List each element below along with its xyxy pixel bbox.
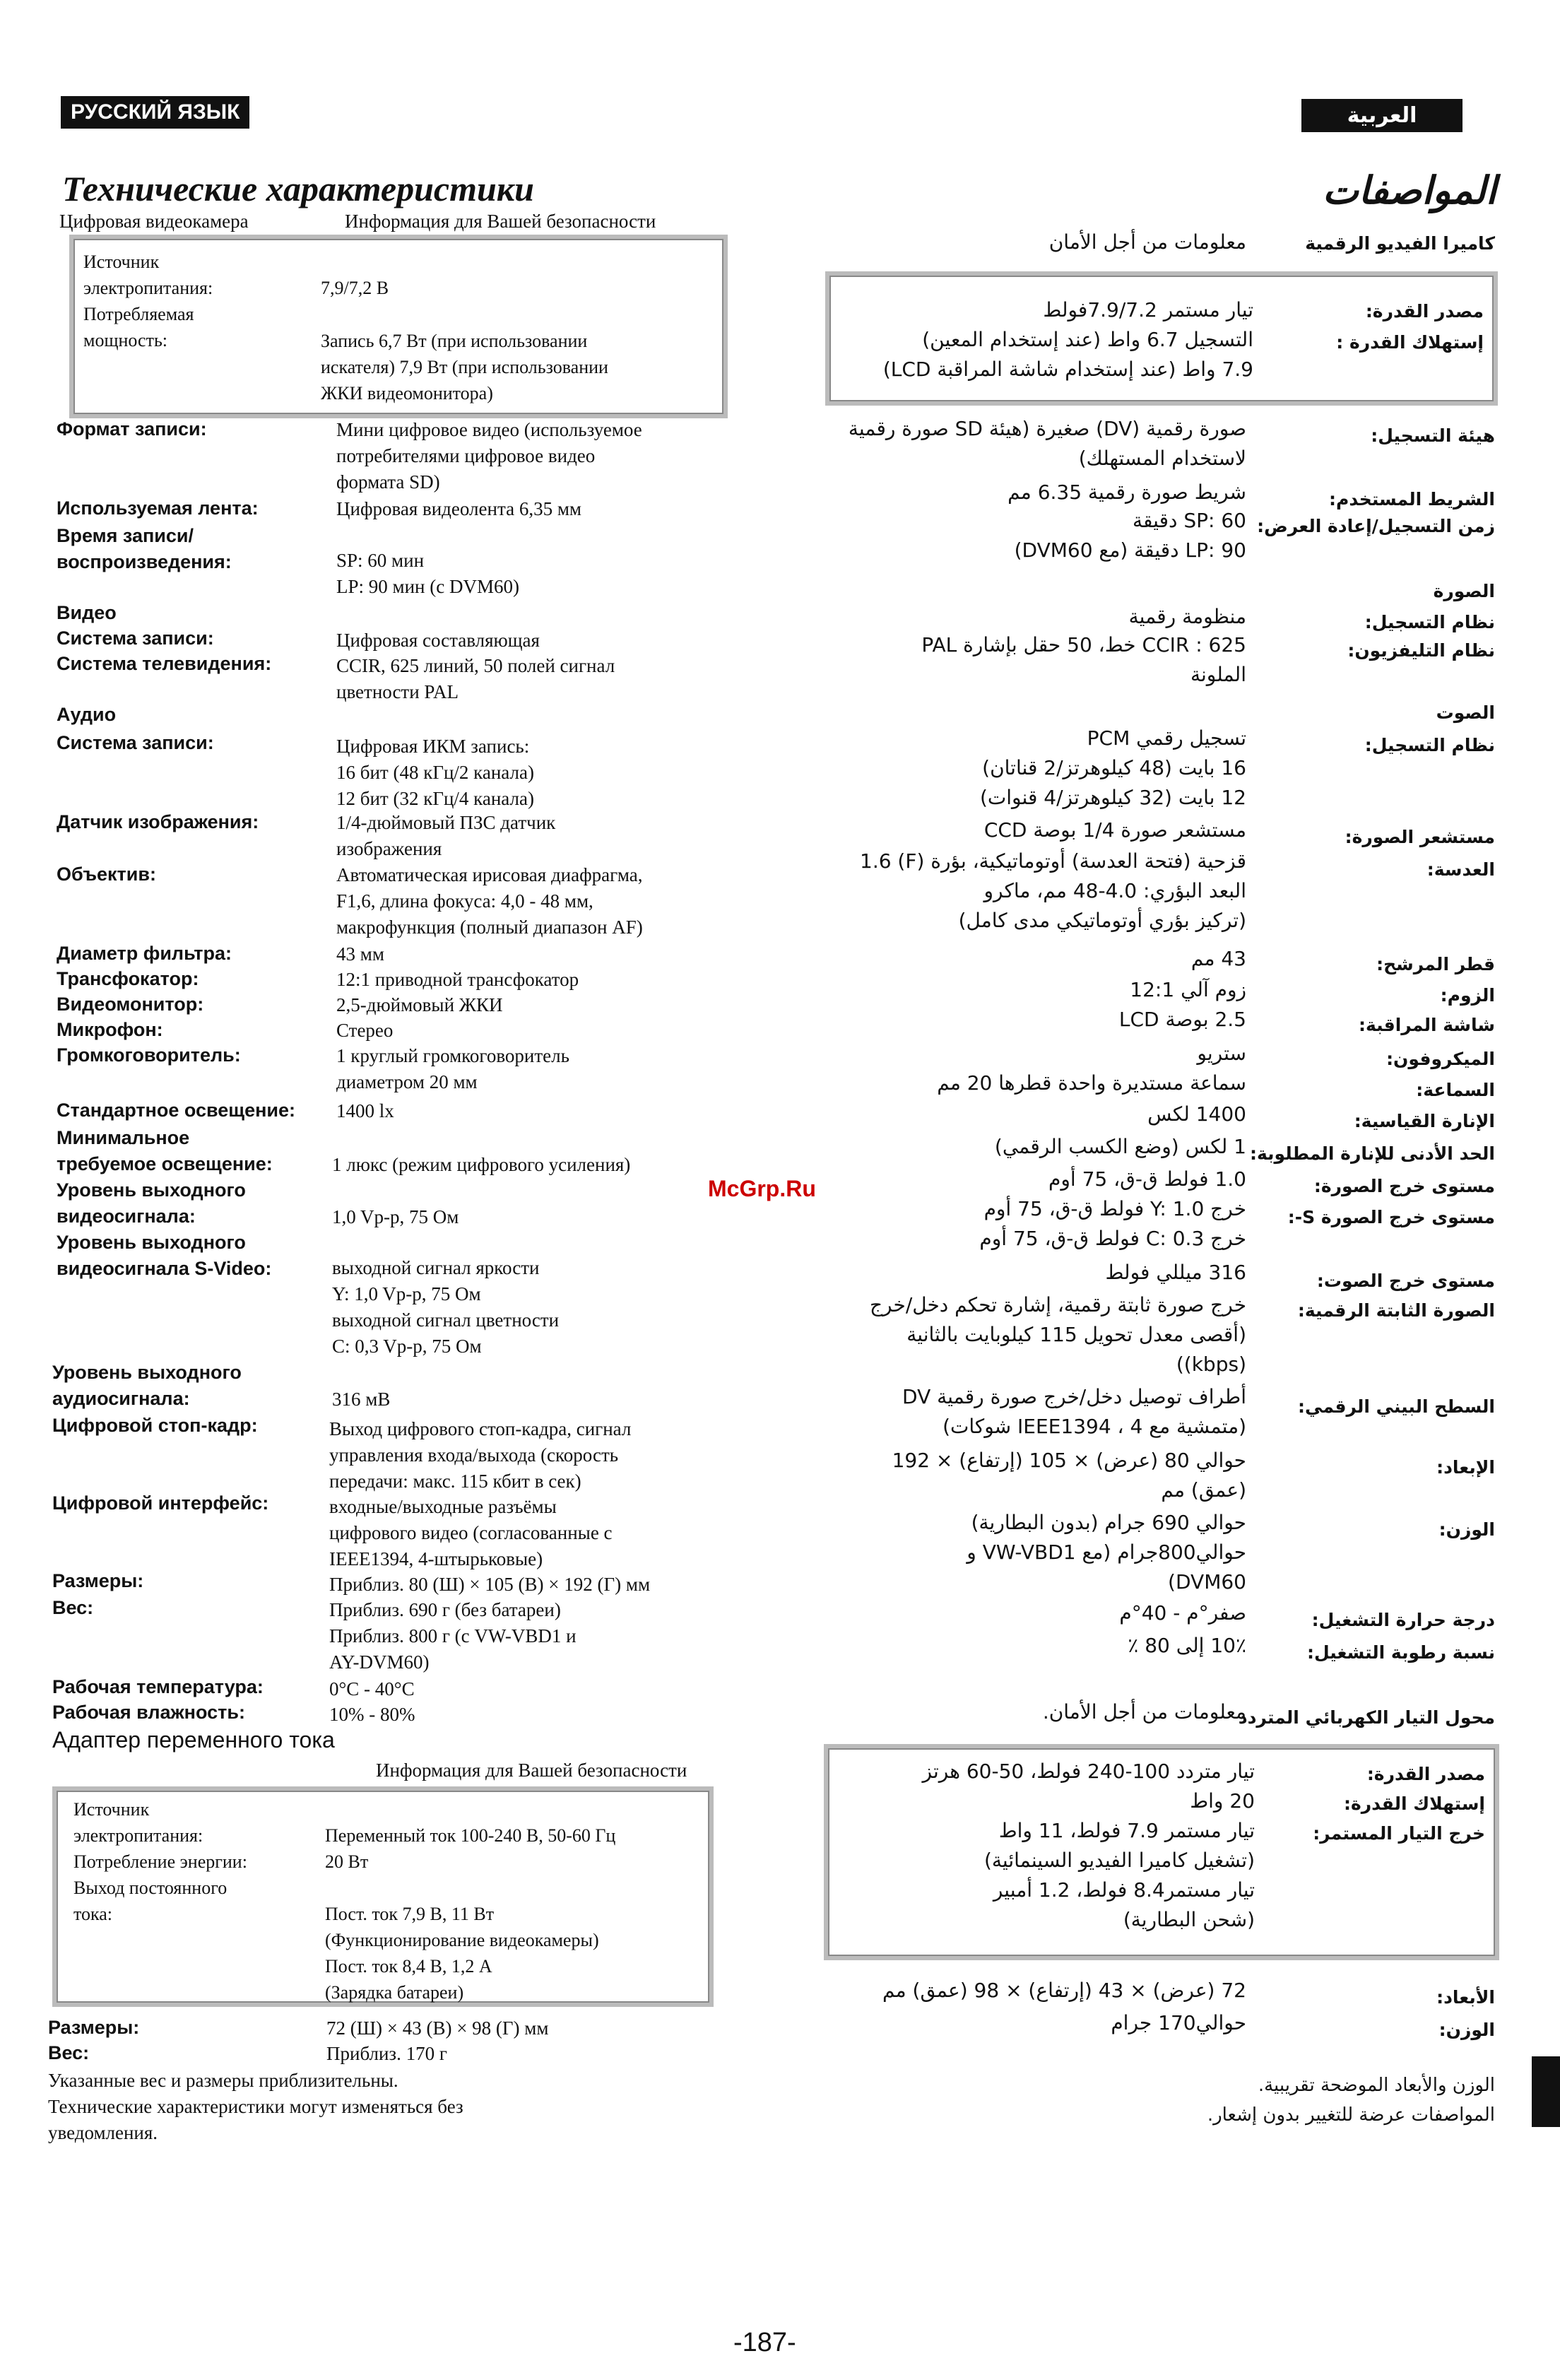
arabic-adapter-box-key: خرج التيار المستمر:	[1313, 1823, 1485, 1844]
spec-key: Система записи:	[57, 628, 214, 649]
arabic-spec-key: الشريط المستخدم:	[1329, 489, 1495, 509]
arabic-spec-key: مستوى خرج الصورة S-:	[1287, 1207, 1495, 1227]
arabic-spec-key: الإبعاد:	[1436, 1457, 1495, 1478]
arabic-spec-value: حوالي 690 جرام (بدون البطارية) حوالي800جرام (مع VW-VBD1 و DVM60)	[967, 1511, 1246, 1593]
arabic-adapter-safety: معلومات من أجل الأمان.	[1042, 1700, 1246, 1724]
arabic-spec-value: قزحية (فتحة العدسة) أوتوماتيكية، بؤرة (F) 1.6 البعد البؤري: 4.0-48 مم، ماكرو (تركيز بؤري أوتوماتيكي مدى كامل)	[860, 849, 1246, 932]
arabic-box-key: إستهلاك القدرة :	[1336, 332, 1484, 353]
arabic-spec-value: خرج صورة ثابتة رقمية، إشارة تحكم دخل/خرج (أقصى معدل تحويل 115 كيلوبايت بالثانية (kbps))	[869, 1293, 1246, 1376]
arabic-spec-value: زوم آلي 12:1	[1130, 978, 1246, 1001]
arabic-device-label: كاميرا الفيديو الرقمية	[1305, 233, 1495, 254]
arabic-spec-key: الزوم:	[1440, 985, 1495, 1006]
language-tab-arabic: العربية	[1301, 99, 1462, 132]
spec-key: Видеомонитор:	[57, 994, 204, 1015]
arabic-box-key: مصدر القدرة:	[1365, 301, 1484, 322]
arabic-adapter-key-dimensions: الأبعاد:	[1436, 1987, 1495, 2008]
spec-value: входные/выходные разъёмы цифрового видео (согласованные с IEEE1394, 4-штырьковые)	[329, 1496, 613, 1569]
arabic-adapter-value-dimensions: 72 (عرض) × 43 (إرتفاع) × 98 (عمق) مم	[882, 1979, 1246, 2002]
arabic-spec-value: تسجيل رقمي PCM 16 بايت (48 كيلوهرتز/2 قناتان) 12 بايت (32 كيلوهرتز/4 قنوات)	[979, 726, 1246, 809]
spec-value: 1400 lx	[336, 1100, 394, 1121]
adapter-value-dimensions: 72 (Ш) × 43 (В) × 98 (Г) мм	[326, 2017, 549, 2039]
box-value-power-source: 7,9/7,2 В	[321, 278, 389, 298]
arabic-spec-key: نظام التسجيل:	[1364, 612, 1495, 632]
arabic-adapter-box-key: إستهلاك القدرة:	[1344, 1793, 1485, 1814]
spec-key: Рабочая влажность:	[52, 1702, 245, 1723]
spec-value: Автоматическая ирисовая диафрагма, F1,6, длина фокуса: 4,0 - 48 мм, макрофункция (полный диапазон AF)	[336, 864, 643, 938]
language-tab-russian: РУССКИЙ ЯЗЫК	[61, 96, 249, 129]
device-subtitle: Цифровая видеокамера	[59, 211, 249, 232]
spec-key: Уровень выходного аудиосигнала:	[52, 1362, 242, 1409]
spec-value: 1 круглый громкоговоритель диаметром 20 мм	[336, 1045, 569, 1092]
arabic-spec-value: حوالي 80 (عرض) × 105 (إرتفاع) × 192 (عمق) مم	[892, 1449, 1246, 1502]
arabic-spec-value: 1 لكس (وضع الكسب الرقمي)	[994, 1135, 1246, 1158]
arabic-box-value: التسجيل 6.7 واط (عند إستخدام المعين) 7.9 واط (عند إستخدام شاشة المراقبة LCD)	[882, 328, 1253, 381]
arabic-spec-key: الميكروفون:	[1386, 1049, 1495, 1069]
spec-key: Рабочая температура:	[52, 1676, 264, 1697]
spec-section: Аудио	[57, 704, 117, 725]
spec-value: 12:1 приводной трансфокатор	[336, 969, 579, 990]
arabic-spec-value: CCIR : 625 خط، 50 حقل بإشارة PAL الملونة	[921, 633, 1246, 686]
spec-key: Формат записи:	[57, 418, 207, 440]
adapter-box-value-consumption: 20 Вт	[325, 1851, 369, 1872]
arabic-spec-key: نسبة رطوبة التشغيل:	[1307, 1642, 1495, 1663]
adapter-box-value-dc-output: Пост. ток 7,9 В, 11 Вт (Функционирование видеокамеры) Пост. ток 8,4 В, 1,2 А (Зарядка батареи)	[325, 1904, 599, 2003]
adapter-box-key-power-source: Источник электропитания:	[73, 1799, 203, 1846]
spec-value: 0°C - 40°C	[329, 1678, 415, 1699]
arabic-spec-value: 43 مم	[1190, 947, 1246, 970]
spec-key: Объектив:	[57, 864, 156, 885]
arabic-spec-key: الصورة الثابتة الرقمية:	[1297, 1300, 1495, 1321]
page-number: -187-	[733, 2328, 796, 2357]
arabic-adapter-key-weight: الوزن:	[1438, 2020, 1495, 2040]
arabic-spec-value: 1400 لكس	[1147, 1102, 1246, 1126]
arabic-spec-key: الإنارة القياسية:	[1354, 1111, 1495, 1131]
arabic-safety-label: معلومات من أجل الأمان	[1048, 230, 1246, 254]
arabic-spec-section: الصوت	[1436, 702, 1495, 723]
adapter-title: Адаптер переменного тока	[52, 1727, 335, 1752]
spec-key: Трансфокатор:	[57, 968, 199, 989]
arabic-spec-key: السطح البيني الرقمي:	[1298, 1396, 1495, 1417]
arabic-spec-value: مستشعر صورة 1/4 بوصة CCD	[983, 818, 1246, 842]
spec-value: 10% - 80%	[329, 1704, 415, 1725]
spec-value: Цифровая видеолента 6,35 мм	[336, 498, 581, 519]
adapter-box-value-power-source: Переменный ток 100-240 В, 50-60 Гц	[325, 1825, 616, 1846]
arabic-spec-key: زمن التسجيل/إعادة العرض:	[1257, 516, 1495, 536]
spec-section: Видео	[57, 602, 117, 623]
spec-key: Уровень выходного видеосигнала:	[57, 1179, 246, 1227]
spec-value: 1 люкс (режим цифрового усиления)	[332, 1154, 631, 1175]
spec-value: Стерео	[336, 1020, 394, 1041]
spec-key: Система записи:	[57, 732, 214, 753]
box-key-power-consumption: Потребляемая мощность:	[83, 304, 194, 350]
arabic-spec-value: 1.0 فولط ق-ق، 75 أوم	[1048, 1167, 1246, 1191]
arabic-box-value: تيار مستمر 7.9/7.2فولط	[1043, 298, 1253, 322]
spec-value: 1,0 Vp-p, 75 Ом	[332, 1206, 459, 1227]
arabic-spec-value: خرج Y: 1.0 فولط ق-ق، 75 أوم خرج C: 0.3 فولط ق-ق، 75 أوم	[979, 1197, 1246, 1250]
safety-subtitle: Информация для Вашей безопасности	[345, 211, 656, 232]
disclaimer-note-russian: Указанные вес и размеры приблизительны. Технические характеристики могут изменяться без уведомления.	[48, 2070, 463, 2143]
arabic-spec-key: مستوى خرج الصورة:	[1313, 1176, 1495, 1196]
spec-value: Приблиз. 690 г (без батареи) Приблиз. 800 г (с VW-VBD1 и AY-DVM60)	[329, 1599, 577, 1673]
adapter-safety-subtitle: Информация для Вашей безопасности	[376, 1760, 687, 1781]
arabic-adapter-value-weight: حوالي170 جرام	[1111, 2011, 1246, 2034]
disclaimer-note-arabic: الوزن والأبعاد الموضحة تقريبية. المواصفات عرضة للتغيير بدون إشعار.	[1207, 2075, 1495, 2126]
arabic-adapter-box-value: تيار مستمر 7.9 فولط، 11 واط (تشغيل كاميرا الفيديو السينمائية) تيار مستمر8.4 فولط، 1.2 أمبير (شحن البطارية)	[983, 1819, 1255, 1931]
arabic-spec-key: مستوى خرج الصوت:	[1316, 1271, 1495, 1291]
spec-value: 2,5-дюймовый ЖКИ	[336, 994, 503, 1015]
spec-key: Цифровой стоп-кадр:	[52, 1415, 258, 1436]
arabic-spec-value: صورة رقمية (DV) صغيرة (هيئة SD صورة رقمية لاستخدام المستهلك)	[848, 417, 1246, 470]
arabic-spec-key: درجة حرارة التشغيل:	[1311, 1610, 1495, 1630]
arabic-spec-value: شريط صورة رقمية 6.35 مم	[1008, 481, 1246, 504]
edge-thumb-tab	[1532, 2056, 1560, 2127]
spec-key: Цифровой интерфейс:	[52, 1492, 269, 1514]
adapter-box-key-dc-output: Выход постоянного тока:	[73, 1878, 228, 1924]
spec-value: Мини цифровое видео (используемое потребителями цифровое видео формата SD)	[336, 419, 642, 493]
arabic-spec-value: 2.5 بوصة LCD	[1118, 1008, 1246, 1031]
arabic-adapter-box-value: 20 واط	[1190, 1789, 1255, 1813]
adapter-value-weight: Приблиз. 170 г	[326, 2043, 447, 2064]
box-value-power-consumption: Запись 6,7 Вт (при использовании искателя) 7,9 Вт (при использовании ЖКИ видеомонитора)	[321, 331, 608, 403]
spec-value: выходной сигнал яркости Y: 1,0 Vp-p, 75 Ом выходной сигнал цветности C: 0,3 Vp-p, 75 Ом	[332, 1257, 560, 1357]
arabic-spec-value: سماعة مستديرة واحدة قطرها 20 مم	[937, 1071, 1246, 1095]
arabic-spec-key: الحد الأدنى للإنارة المطلوبة:	[1249, 1143, 1495, 1164]
arabic-adapter-box-key: مصدر القدرة:	[1366, 1764, 1485, 1784]
arabic-spec-value: 316 ميللي فولط	[1105, 1261, 1246, 1284]
spec-value: Выход цифрового стоп-кадра, сигнал управления входа/выхода (скорость передачи: макс. 115 кбит в сек)	[329, 1418, 632, 1492]
arabic-spec-key: نظام التليفزيون:	[1347, 640, 1495, 661]
spec-value: Цифровая составляющая	[336, 630, 540, 651]
adapter-box-key-consumption: Потребление энергии:	[73, 1851, 247, 1872]
arabic-spec-key: مستشعر الصورة:	[1345, 827, 1495, 847]
spec-key: Время записи/ воспроизведения:	[57, 525, 232, 572]
arabic-spec-value: صفر°م - 40°م	[1119, 1601, 1246, 1625]
watermark-text: McGrp.Ru	[708, 1176, 816, 1201]
arabic-spec-value: ستريو	[1197, 1042, 1246, 1065]
box-key-power-source: Источник электропитания:	[83, 252, 213, 298]
spec-value: Цифровая ИКМ запись: 16 бит (48 кГц/2 канала) 12 бит (32 кГц/4 канала)	[336, 736, 534, 809]
adapter-key-dimensions: Размеры:	[48, 2017, 140, 2038]
spec-key: Система телевидения:	[57, 653, 272, 674]
arabic-spec-key: الوزن:	[1438, 1519, 1495, 1540]
arabic-spec-key: نظام التسجيل:	[1364, 735, 1495, 755]
spec-value: 1/4-дюймовый ПЗС датчик изображения	[336, 812, 556, 859]
spec-value: CCIR, 625 линий, 50 полей сигнал цветности PAL	[336, 655, 615, 702]
spec-value: SP: 60 мин LP: 90 мин (с DVM60)	[336, 550, 519, 597]
spec-key: Размеры:	[52, 1570, 144, 1591]
arabic-adapter-box	[824, 1744, 1499, 1960]
arabic-spec-key: السماعة:	[1416, 1080, 1495, 1100]
page-title-russian: Технические характеристики	[62, 169, 534, 208]
spec-key: Уровень выходного видеосигнала S-Video:	[57, 1232, 272, 1279]
arabic-spec-value: SP: 60 دقيقة LP: 90 دقيقة (مع DVM60)	[1014, 509, 1246, 562]
spec-value: 43 мм	[336, 943, 384, 965]
spec-key: Стандартное освещение:	[57, 1100, 296, 1121]
arabic-spec-key: هيئة التسجيل:	[1371, 425, 1495, 446]
adapter-key-weight: Вес:	[48, 2042, 90, 2063]
spec-key: Вес:	[52, 1597, 94, 1618]
arabic-adapter-box-value: تيار متردد 100-240 فولط، 50-60 هرتز	[922, 1760, 1255, 1783]
spec-key: Микрофон:	[57, 1019, 163, 1040]
spec-key: Диаметр фильтра:	[57, 943, 232, 964]
spec-key: Датчик изображения:	[57, 811, 259, 832]
adapter-safety-box	[52, 1786, 714, 2007]
spec-value: 316 мВ	[332, 1389, 391, 1410]
spec-key: Минимальное требуемое освещение:	[57, 1127, 273, 1174]
spec-key: Используемая лента:	[57, 497, 259, 519]
spec-key: Громкоговоритель:	[57, 1044, 241, 1066]
arabic-spec-key: شاشة المراقبة:	[1359, 1015, 1495, 1035]
arabic-adapter-label: محول التيار الكهربائي المتردد	[1238, 1707, 1495, 1728]
page-title-arabic: المواصفات	[1322, 170, 1496, 212]
arabic-spec-key: قطر المرشح:	[1376, 954, 1495, 974]
spec-value: Приблиз. 80 (Ш) × 105 (В) × 192 (Г) мм	[329, 1574, 651, 1595]
arabic-spec-section: الصورة	[1433, 581, 1495, 601]
arabic-spec-value: أطراف توصيل دخل/خرج صورة رقمية DV (متمشية مع IEEE1394 ، 4 شوكات)	[902, 1385, 1246, 1438]
arabic-spec-value: منظومة رقمية	[1128, 605, 1246, 628]
arabic-spec-value: 10٪ إلى 80 ٪	[1128, 1634, 1246, 1657]
arabic-spec-key: العدسة:	[1426, 859, 1495, 880]
